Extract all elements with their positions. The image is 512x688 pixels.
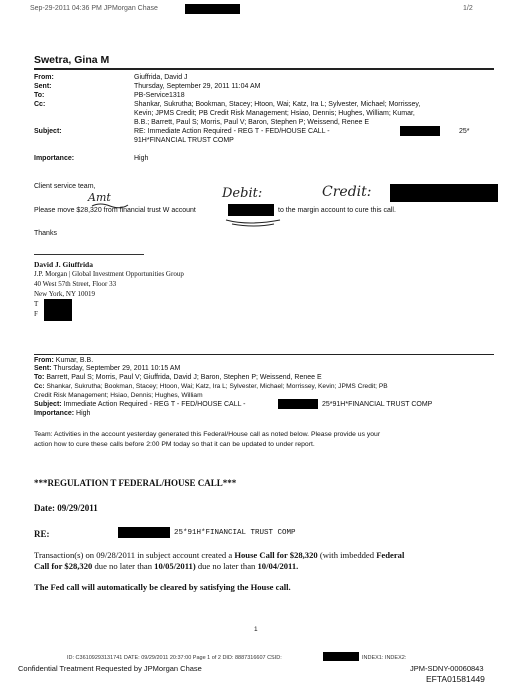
- cc-line: Shankar, Sukrutha; Bookman, Stacey; Htoon, Wai; Katz, Ira L; Sylvester, Michael; Morrissey,: [134, 101, 421, 108]
- importance-label: Importance:: [34, 155, 75, 162]
- team-message: action how to cure these calls before 2:00 PM today so that it can be updated to under report.: [34, 441, 315, 448]
- fax-id-line: ID: C3610929313174​1 DATE: 09/29/2011 20:37:00 Page 1 of 2 DID: 8887316607 CSID:: [67, 655, 282, 661]
- fwd-to-value: Barrett, Paul S; Morris, Paul V; Giuffrida, David J; Baron, Stephen P; Weissend, Renee E: [46, 374, 322, 381]
- subject-line: RE: Immediate Action Required - REG T - FED/HOUSE CALL -: [134, 128, 330, 135]
- regt-date: Date: 09/29/2011: [34, 503, 98, 513]
- cc-line: Kevin; JPMS Credit; PB Credit Risk Management; Hsiao, Dennis; Hughes, William; Kumar,: [134, 110, 415, 117]
- regt-house-call: House Call for $28,320: [234, 550, 318, 560]
- redaction-bar: [185, 4, 240, 14]
- handwritten-underline: [224, 216, 284, 228]
- signature-address: 40 West 57th Street, Floor 33: [34, 280, 117, 288]
- page-number: 1: [254, 626, 258, 633]
- from-label: From:: [34, 74, 54, 81]
- sent-value: Thursday, September 29, 2011 11:04 AM: [134, 83, 261, 90]
- regt-call-amount: Call for $28,320: [34, 561, 93, 571]
- regt-date-1: 10/05/2011): [154, 561, 196, 571]
- team-message: Team: Activities in the account yesterday generated this Federal/House call as noted below. Please provide us your: [34, 431, 381, 438]
- recipient-name: Swetra, Gina M: [34, 54, 110, 66]
- fwd-importance: [34, 410, 90, 417]
- redaction-bar: [390, 184, 498, 202]
- bates-number: JPM-SDNY-00060843: [410, 664, 484, 673]
- fax-page-count: 1/2: [463, 5, 473, 12]
- fwd-sent: [34, 365, 180, 372]
- fwd-from-label: From:: [34, 357, 54, 364]
- fwd-subject-suffix: 25*91H*FINANCIAL TRUST COMP: [322, 401, 433, 408]
- confidential-notice: Confidential Treatment Requested by JPMorgan Chase: [18, 664, 202, 673]
- cc-label: Cc:: [34, 101, 46, 108]
- fwd-importance-label: Importance:: [34, 410, 75, 417]
- sent-label: Sent:: [34, 83, 52, 90]
- redaction-bar: [323, 652, 359, 661]
- fwd-sent-label: Sent:: [34, 365, 52, 372]
- fwd-cc-value: Shankar, Sukrutha; Bookman, Stacey; Htoon, Wai; Katz, Ira L; Sylvester, Michael; Morrissey, Kevin; JPMS Credit; PB: [46, 383, 388, 390]
- redaction-bar: [278, 399, 318, 409]
- fwd-to: [34, 374, 322, 381]
- fwd-cc-label: Cc:: [34, 383, 45, 390]
- fwd-from-value: Kumar, B.B.: [55, 357, 94, 364]
- fwd-subject: [34, 401, 246, 408]
- importance-value: High: [134, 155, 149, 162]
- regt-account: 25*91H*FINANCIAL TRUST COMP: [174, 529, 296, 537]
- regt-text: due no later than: [195, 561, 258, 571]
- redaction-bar: [44, 299, 72, 321]
- redaction-bar: [400, 126, 440, 136]
- from-value: Giuffrida, David J: [134, 74, 188, 81]
- signature-org: J.P. Morgan | Global Investment Opportunities Group: [34, 270, 184, 278]
- subject-line: 91H*FINANCIAL TRUST COMP: [134, 137, 234, 144]
- efta-number: EFTA01581449: [426, 674, 485, 684]
- subject-label: Subject:: [34, 128, 62, 135]
- transfer-instruction-end: to the margin account to cure this call.: [278, 207, 396, 214]
- fwd-sent-value: Thursday, September 29, 2011 10:15 AM: [53, 365, 181, 372]
- fwd-cc-cont: Credit Risk Management; Hsiao, Dennis; Hughes, William: [34, 392, 203, 399]
- signature-phone-label: T: [34, 300, 39, 308]
- signature-fax-label: F: [34, 310, 38, 318]
- fwd-subject-value: Immediate Action Required - REG T - FED/HOUSE CALL -: [63, 401, 246, 408]
- regt-fed-line: The Fed call will automatically be cleared by satisfying the House call.: [34, 582, 291, 592]
- signature-address: New York, NY 10019: [34, 290, 95, 298]
- regt-title: ***REGULATION T FEDERAL/HOUSE CALL***: [34, 478, 237, 488]
- redaction-bar: [228, 204, 274, 216]
- regt-paragraph: [34, 550, 404, 560]
- subject-suffix: 25*: [459, 128, 470, 135]
- cc-line: B.B.; Barrett, Paul S; Morris, Paul V; Baron, Stephen P; Weissend, Renee E: [134, 119, 370, 126]
- redaction-bar: [118, 527, 170, 538]
- fax-index: INDEX1: INDEX2:: [362, 655, 407, 661]
- fwd-cc: [34, 383, 388, 390]
- regt-text: Transaction(s) on 09/28/2011 in subject account created a: [34, 550, 235, 560]
- to-value: PB-Service1318: [134, 92, 185, 99]
- regt-date-2: 10/04/2011.: [257, 561, 299, 571]
- regt-federal: Federal: [376, 550, 405, 560]
- regt-text: (with imbedded: [317, 550, 377, 560]
- transfer-instruction: Please move $28,320 from financial trust W account: [34, 207, 196, 214]
- thanks: Thanks: [34, 230, 57, 237]
- fwd-from: [34, 357, 93, 364]
- signature-name: David J. Giuffrida: [34, 260, 93, 269]
- fwd-importance-value: High: [76, 410, 91, 417]
- to-label: To:: [34, 92, 45, 99]
- header-divider: [34, 68, 494, 70]
- handwritten-debit: Debit:: [222, 186, 263, 201]
- greeting: Client service team,: [34, 183, 96, 190]
- regt-re-label: RE:: [34, 529, 50, 539]
- fax-header: Sep-29-2011 04:36 PM JPMorgan Chase: [30, 5, 158, 12]
- forward-divider: [34, 354, 494, 355]
- fwd-to-label: To:: [34, 374, 45, 381]
- regt-text: due no later than: [92, 561, 155, 571]
- signature-rule: [34, 254, 144, 255]
- fwd-subject-label: Subject:: [34, 401, 62, 408]
- regt-paragraph: [34, 561, 298, 571]
- handwritten-amt: Amt: [88, 191, 111, 204]
- handwritten-credit: Credit:: [322, 184, 372, 200]
